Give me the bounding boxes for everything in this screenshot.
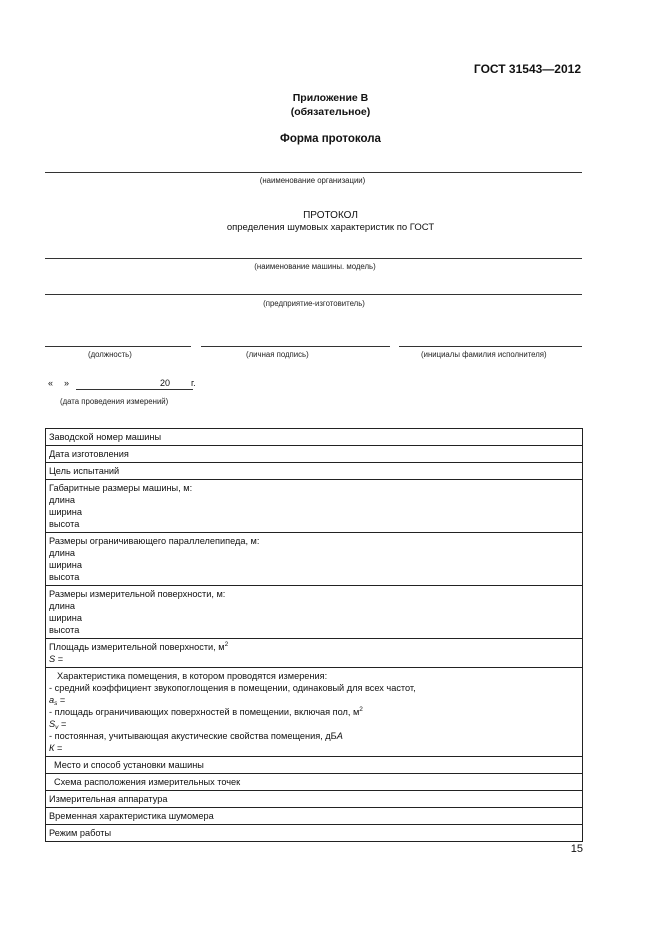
a-eq: = <box>57 695 66 705</box>
room-title: Характеристика помещения, в котором проводятся измерения: <box>57 671 328 681</box>
s-eq: = <box>55 654 64 664</box>
room-absorption: - средний коэффициент звукопоглощения в помещении, одинаковый для всех частот, <box>49 683 416 693</box>
serial-number-cell[interactable]: Заводской номер машины <box>46 429 583 446</box>
surface-height: высота <box>49 625 80 635</box>
time-characteristic-cell[interactable]: Временная характеристика шумомера <box>46 808 583 825</box>
machine-name-line[interactable] <box>45 258 582 259</box>
date-year-suffix: г. <box>191 378 196 388</box>
protocol-table <box>45 428 583 842</box>
room-area-label: - площадь ограничивающих поверхностей в помещении, включая пол, м <box>49 707 360 717</box>
table-row <box>46 668 583 757</box>
surface-area-cell[interactable] <box>46 639 583 668</box>
manufacturer-caption: (предприятие-изготовитель) <box>263 299 365 308</box>
a-sub: s <box>54 700 58 707</box>
protocol-subtitle: определения шумовых характеристик по ГОСТ <box>226 222 435 233</box>
box-height: высота <box>49 572 80 582</box>
organization-line[interactable] <box>45 172 582 173</box>
room-k-formula <box>49 742 579 754</box>
name-line[interactable] <box>399 346 582 347</box>
appendix-title: Приложение В <box>292 92 369 104</box>
signature-caption: (личная подпись) <box>246 350 309 359</box>
room-constant <box>49 730 579 742</box>
surface-area-formula <box>49 653 579 665</box>
machine-length: длина <box>49 495 76 505</box>
room-a-formula <box>49 694 579 706</box>
machine-width: ширина <box>49 507 82 517</box>
manufacturer-line[interactable] <box>45 294 582 295</box>
table-row <box>46 533 583 586</box>
k-symbol: К <box>49 743 55 753</box>
page-number: 15 <box>570 843 583 855</box>
surface-area-label: Площадь измерительной поверхности, м <box>49 642 225 652</box>
surface-dims-title: Размеры измерительной поверхности, м: <box>49 589 226 599</box>
table-row <box>46 639 583 668</box>
sv-symbol: S <box>49 719 56 729</box>
machine-caption: (наименование машины. модель) <box>254 262 376 271</box>
position-line[interactable] <box>45 346 191 347</box>
room-area <box>49 706 579 718</box>
table-row <box>46 586 583 639</box>
room-characteristics-cell[interactable] <box>46 668 583 757</box>
name-caption: (инициалы фамилия исполнителя) <box>421 350 547 359</box>
a-symbol: a <box>49 695 55 705</box>
surface-area-title <box>49 641 579 653</box>
surface-dims-cell[interactable] <box>46 586 583 639</box>
machine-dims-cell[interactable] <box>46 480 583 533</box>
sv-sub: v <box>55 724 59 731</box>
date-year-prefix: 20 <box>160 378 171 388</box>
date-close-quote: » <box>64 378 70 388</box>
k-eq: = <box>54 743 63 753</box>
appendix-heading <box>0 91 661 119</box>
points-layout-cell[interactable]: Схема расположения измерительных точек <box>46 774 583 791</box>
appendix-subtitle: (обязательное) <box>290 106 371 118</box>
box-length: длина <box>49 548 76 558</box>
manufacture-date-cell[interactable]: Дата изготовления <box>46 446 583 463</box>
table-row <box>46 791 583 808</box>
table-row <box>46 429 583 446</box>
form-title: Форма протокола <box>280 133 381 145</box>
surface-length: длина <box>49 601 76 611</box>
signature-line[interactable] <box>201 346 390 347</box>
date-line[interactable] <box>76 389 193 390</box>
installation-cell[interactable]: Место и способ установки машины <box>46 757 583 774</box>
equipment-cell[interactable]: Измерительная аппаратура <box>46 791 583 808</box>
test-purpose-cell[interactable]: Цель испытаний <box>46 463 583 480</box>
machine-height: высота <box>49 519 80 529</box>
table-row <box>46 757 583 774</box>
document-code: ГОСТ 31543—2012 <box>473 62 581 76</box>
table-row <box>46 480 583 533</box>
surface-width: ширина <box>49 613 82 623</box>
room-constant-label: - постоянная, учитывающая акустические свойства помещения, дБ <box>49 731 337 741</box>
surface-area-sup: 2 <box>224 641 229 648</box>
room-constant-unit: А <box>336 731 343 741</box>
table-row <box>46 446 583 463</box>
date-open-quote: « <box>48 378 54 388</box>
sv-eq: = <box>58 719 67 729</box>
box-width: ширина <box>49 560 82 570</box>
organization-caption: (наименование организации) <box>259 176 366 185</box>
room-s-formula <box>49 718 579 730</box>
s-symbol: S <box>49 654 56 664</box>
room-area-sup: 2 <box>359 706 363 713</box>
machine-dims-title: Габаритные размеры машины, м: <box>49 483 193 493</box>
table-row <box>46 825 583 842</box>
operating-mode-cell[interactable]: Режим работы <box>46 825 583 842</box>
table-row <box>46 808 583 825</box>
box-dims-title: Размеры ограничивающего параллелепипеда, м: <box>49 536 260 546</box>
date-caption: (дата проведения измерений) <box>60 397 169 406</box>
box-dims-cell[interactable] <box>46 533 583 586</box>
table-row <box>46 774 583 791</box>
position-caption: (должность) <box>88 350 132 359</box>
table-row <box>46 463 583 480</box>
protocol-title: ПРОТОКОЛ <box>303 210 358 221</box>
